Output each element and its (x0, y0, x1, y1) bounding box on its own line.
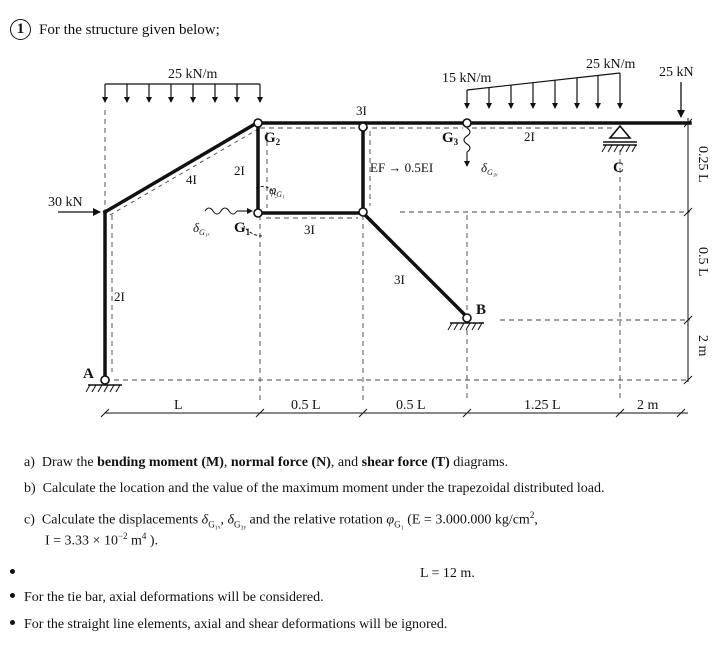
section-diagonal-left: 4I (186, 172, 197, 187)
dim-L: L (174, 398, 183, 413)
problem-intro: For the structure given below; (39, 22, 220, 38)
dim-0.5L-vertical: 0.5 L (695, 247, 710, 277)
rotation-phi-G1: $\varphi_{G_1}$ (269, 182, 285, 199)
section-inner-post: 2I (234, 163, 245, 178)
dim-0.5L-a: 0.5 L (291, 398, 321, 413)
note-straight-elements: For the straight line elements, axial and shear deformations will be ignored. (10, 617, 447, 633)
label-uniform-load: 25 kN/m (168, 67, 218, 82)
section-mid-beam: 3I (304, 222, 315, 237)
question-c: c) Calculate the displacements $\delta_{G_{1x}}$, $\delta_{G_3ᵧ}$ and the relative rotation $\varphi_{G_1}$ (E = 3.000.000 $kg/cm^2$, (24, 510, 538, 530)
question-a: a) Draw the bending moment (M), normal force (N), and shear force (T) diagrams. (24, 455, 509, 470)
dim-2m: 2 m (637, 398, 659, 413)
label-trapezoid-start: 15 kN/m (442, 71, 492, 86)
reference-dashed-lines (105, 110, 690, 400)
question-c-line2: $I = 3.33 \times 10^{-2}$ $m^4$ ). (45, 531, 159, 549)
label-horizontal-load: 30 kN (48, 195, 83, 210)
support-C (602, 126, 637, 152)
label-point-load: 25 kN (659, 65, 694, 80)
problem-number: 1 (16, 21, 25, 37)
section-right-beam: 2I (524, 129, 535, 144)
dim-1.25L: 1.25 L (524, 398, 561, 413)
tie-bar-label: EF → 0.5EI (370, 160, 434, 175)
point-C: C (613, 160, 624, 176)
dim-0.25L: 0.25 L (695, 146, 710, 183)
member-diagonal-4I (105, 124, 255, 212)
horizontal-dimension-line (101, 409, 688, 417)
member-diagonal-3I (366, 216, 465, 315)
dim-2m-vertical: 2 m (695, 335, 710, 357)
hinge-G3 (463, 119, 471, 127)
note-blank-bullet (10, 566, 24, 582)
bullet-dot (10, 593, 15, 598)
section-top-middle: 3I (356, 103, 367, 118)
displacement-delta-G1x: $\delta_{G_{1x}}$ (193, 220, 210, 237)
bullet-dot (10, 620, 15, 625)
note-tie-bar: For the tie bar, axial deformations will be considered. (10, 590, 324, 606)
dim-0.5L-b: 0.5 L (396, 398, 426, 413)
point-G1: $G_1$ (234, 220, 251, 237)
point-B: B (476, 302, 487, 318)
hinge-G1 (254, 209, 262, 217)
vertical-dimension-line (684, 118, 692, 384)
hinge-G2 (254, 119, 262, 127)
hinge-top-mid (359, 123, 367, 131)
question-b: b) Calculate the location and the value of the maximum moment under the trapezoidal distributed load. (24, 481, 605, 496)
section-left-column: 2I (114, 289, 125, 304)
point-A: A (83, 366, 94, 382)
wavy-arrow-G1x (205, 208, 237, 214)
point-G3: $G_3$ (442, 130, 459, 147)
length-note: L = 12 m. (420, 566, 475, 581)
wavy-arrow-G3y (464, 128, 470, 152)
section-diagonal-lower: 3I (394, 272, 405, 287)
uniform-load-left (105, 84, 260, 102)
point-G2: $G_2$ (264, 130, 281, 147)
displacement-delta-G3y: $\delta_{G_3ᵧ}$ (481, 160, 498, 177)
hinge-mid-right (359, 208, 367, 216)
label-trapezoid-end: 25 kN/m (586, 57, 636, 72)
